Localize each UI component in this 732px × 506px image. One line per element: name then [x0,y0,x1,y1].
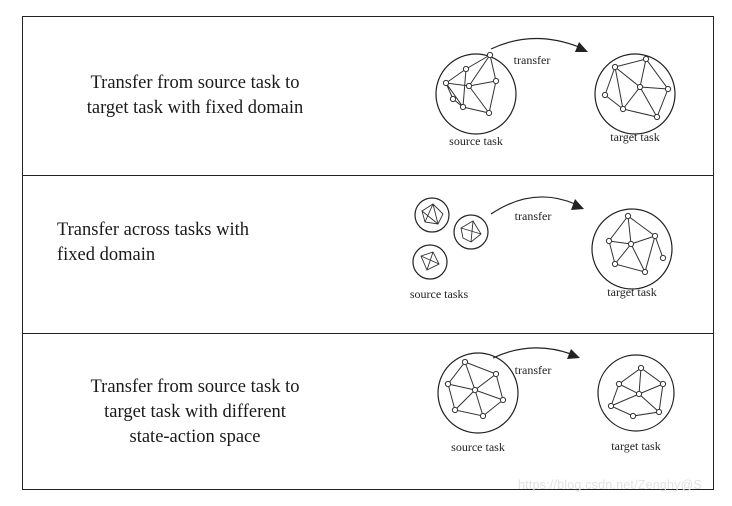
transfer-diagram [383,334,713,489]
transfer-arrow [493,348,571,358]
source-task-circle [436,54,516,134]
panel-fixed-domain [22,16,714,176]
arrow-label: transfer [514,363,552,377]
arrow-head [567,349,580,359]
target-label: target task [610,130,660,144]
target-label: target task [607,285,657,299]
caption-line: Transfer from source task to [90,73,300,93]
source-task-circle-2 [454,215,488,249]
caption-line: state-action space [129,427,261,447]
source-label: source tasks [409,287,469,301]
transfer-diagram [383,176,713,333]
source-label: source task [451,440,505,454]
caption-line: fixed domain [57,245,156,265]
small-graphs [421,204,481,270]
arrow-head [571,199,584,210]
arrow-label: transfer [513,53,551,67]
target-graph [608,365,665,418]
panel-caption [45,71,345,121]
source-label: source task [449,134,503,148]
transfer-arrow [491,38,579,49]
target-label: target task [611,439,661,453]
panel-caption [45,375,345,450]
target-graph [602,56,670,119]
watermark-text: https://blog.csdn.net/Zenghy@S [518,478,703,492]
source-graph [445,359,505,418]
transfer-diagram [383,17,713,175]
arrow-label: transfer [514,209,552,223]
caption-line: Transfer across tasks with [57,220,250,240]
caption-line: Transfer from source task to [90,377,300,397]
panel-caption [57,218,297,268]
target-graph [606,213,665,274]
panel-across-tasks [22,175,714,334]
panel-different-state-action [22,333,714,490]
caption-line: target task with different [104,402,286,422]
arrow-head [575,42,588,52]
caption-line: target task with fixed domain [86,98,304,118]
source-task-circle-1 [415,198,449,232]
